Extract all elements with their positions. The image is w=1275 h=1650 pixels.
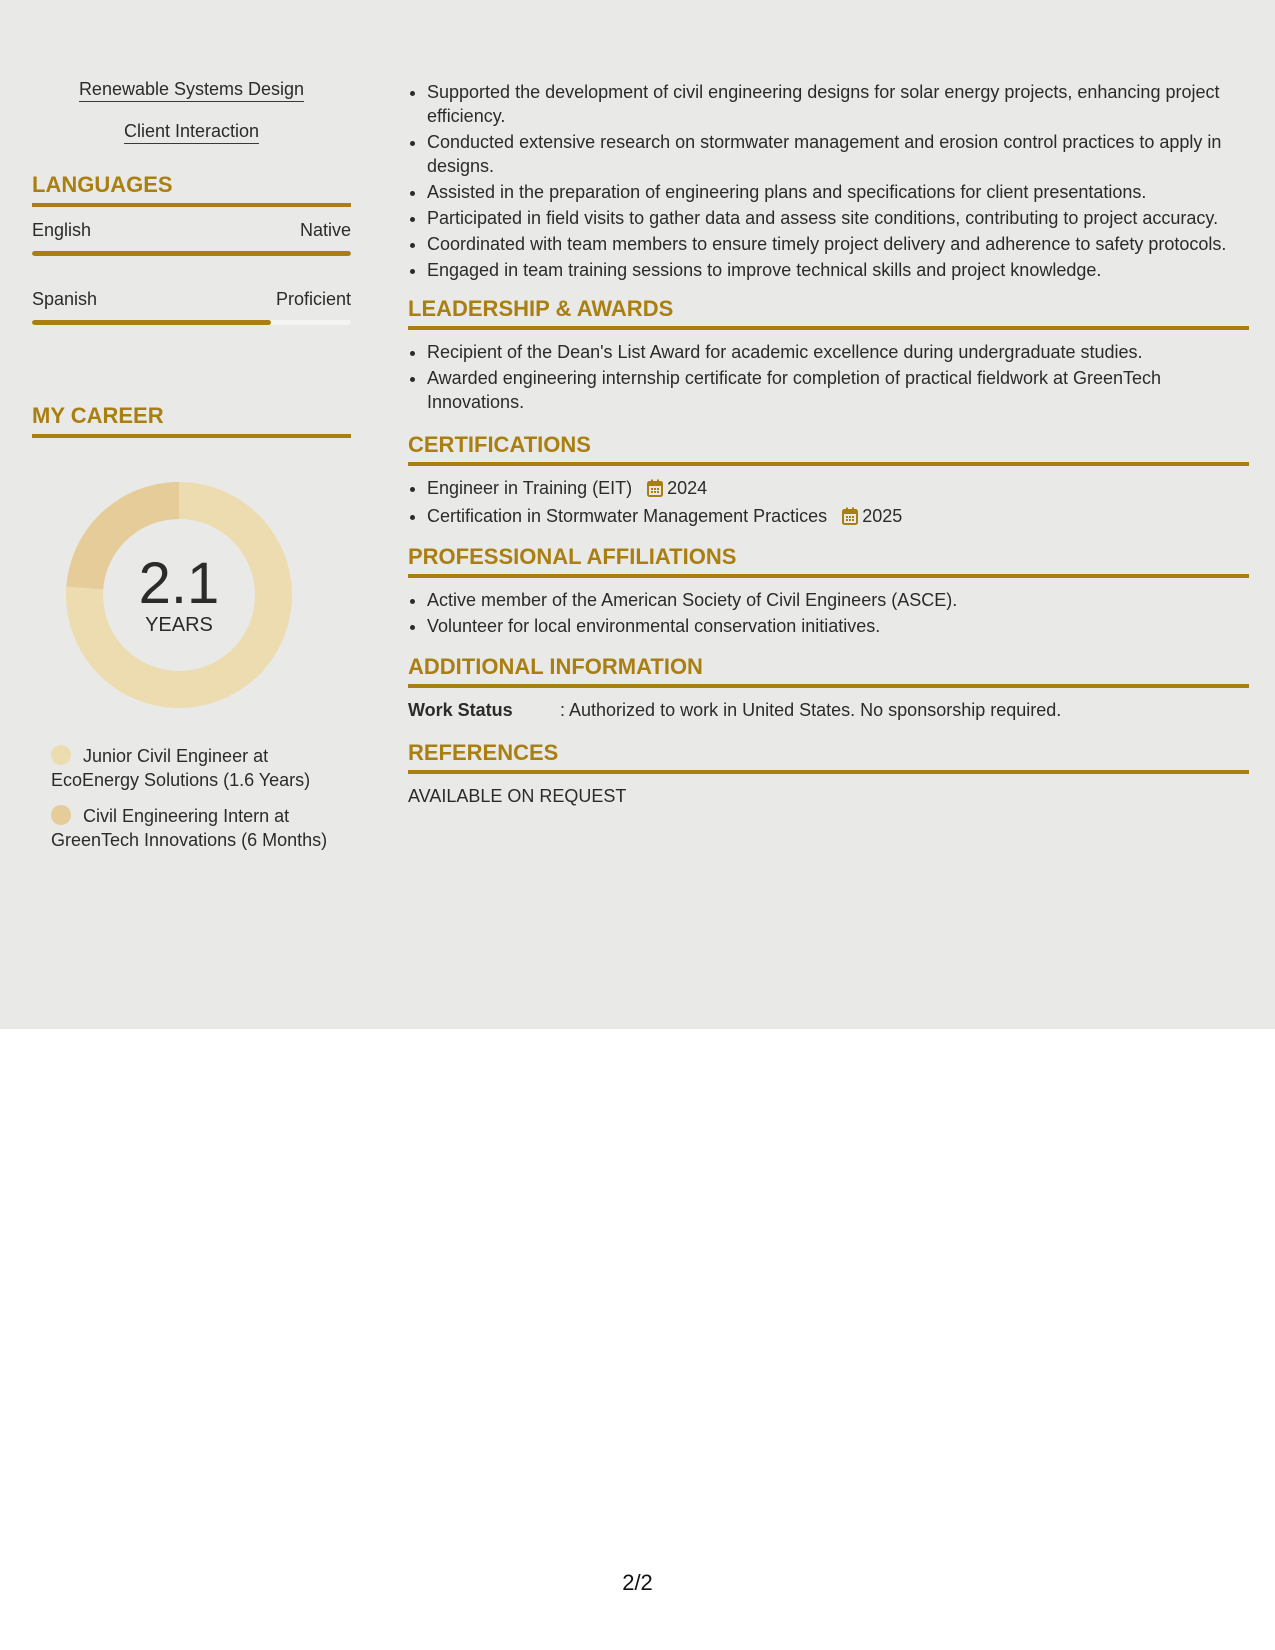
experience-bullet: • Engaged in team training sessions to improve technical skills and project knowledge. bbox=[427, 258, 1249, 282]
affiliations-heading: PROFESSIONAL AFFILIATIONS bbox=[408, 544, 1249, 578]
language-level: Proficient bbox=[275, 289, 351, 309]
references-heading: REFERENCES bbox=[408, 740, 1249, 774]
certification-year: 2025 bbox=[862, 506, 903, 526]
language-entry bbox=[32, 288, 351, 325]
legend-label: Junior Civil Engineer at EcoEnergy Solutions (1.6 Years) bbox=[51, 746, 311, 790]
skill-item bbox=[32, 120, 351, 142]
certification-item bbox=[427, 504, 1249, 528]
skill-item bbox=[32, 78, 351, 100]
affiliations-list bbox=[408, 588, 1249, 638]
experience-bullet: • Conducted extensive research on stormwater management and erosion control practices to apply in designs. bbox=[427, 130, 1249, 178]
legend-item bbox=[51, 744, 331, 792]
page-number: 2/2 bbox=[622, 1570, 653, 1595]
language-proficiency-bar bbox=[32, 251, 351, 256]
career-heading: MY CAREER bbox=[32, 403, 351, 438]
leadership-item: • Recipient of the Dean's List Award for academic excellence during undergraduate studies. bbox=[427, 340, 1249, 364]
legend-swatch bbox=[51, 745, 71, 765]
additional-info-heading: ADDITIONAL INFORMATION bbox=[408, 654, 1249, 688]
experience-bullet: • Supported the development of civil engineering designs for solar energy projects, enhancing project efficiency. bbox=[427, 80, 1249, 128]
affiliation-item: • Volunteer for local environmental conservation initiatives. bbox=[427, 614, 1249, 638]
language-level: Native bbox=[299, 220, 351, 240]
career-total-unit: YEARS bbox=[145, 614, 213, 636]
right-column bbox=[408, 80, 1249, 808]
languages-heading: LANGUAGES bbox=[32, 172, 351, 207]
calendar-icon bbox=[842, 507, 858, 525]
references-text: AVAILABLE ON REQUEST bbox=[408, 786, 627, 806]
experience-bullet: • Coordinated with team members to ensure timely project delivery and adherence to safety protocols. bbox=[427, 232, 1249, 256]
certification-date bbox=[842, 504, 902, 528]
language-proficiency-fill bbox=[32, 320, 271, 325]
leadership-list bbox=[408, 340, 1249, 414]
legend-swatch bbox=[51, 805, 71, 825]
experience-bullet: • Assisted in the preparation of engineering plans and specifications for client presentations. bbox=[427, 180, 1249, 204]
legend-label: Civil Engineering Intern at GreenTech Innovations (6 Months) bbox=[51, 806, 328, 850]
certifications-list bbox=[408, 476, 1249, 528]
language-name: Spanish bbox=[32, 289, 98, 309]
skill-label: Renewable Systems Design bbox=[79, 79, 304, 102]
language-entry bbox=[32, 219, 351, 256]
work-status-row bbox=[408, 698, 1249, 722]
certification-name: Certification in Stormwater Management Practices bbox=[427, 506, 828, 526]
work-status-value: : Authorized to work in United States. No sponsorship required. bbox=[560, 700, 1062, 720]
career-total-number: 2.1 bbox=[138, 551, 220, 616]
career-legend bbox=[51, 744, 331, 852]
certifications-heading: CERTIFICATIONS bbox=[408, 432, 1249, 466]
experience-bullets bbox=[408, 80, 1249, 282]
language-proficiency-bar bbox=[32, 320, 351, 325]
skill-label: Client Interaction bbox=[124, 121, 259, 144]
left-column bbox=[32, 78, 351, 864]
language-name: English bbox=[32, 220, 92, 240]
certification-name: Engineer in Training (EIT) bbox=[427, 478, 633, 498]
calendar-icon bbox=[647, 479, 663, 497]
certification-date bbox=[647, 476, 707, 500]
career-donut-chart bbox=[66, 482, 292, 708]
career-total bbox=[66, 482, 292, 708]
leadership-heading: LEADERSHIP & AWARDS bbox=[408, 296, 1249, 330]
work-status-label: Work Status bbox=[408, 700, 513, 720]
certification-year: 2024 bbox=[667, 478, 708, 498]
leadership-item: • Awarded engineering internship certificate for completion of practical fieldwork at GreenTech Innovations. bbox=[427, 366, 1249, 414]
language-proficiency-fill bbox=[32, 251, 351, 256]
legend-item bbox=[51, 804, 331, 852]
affiliation-item: • Active member of the American Society of Civil Engineers (ASCE). bbox=[427, 588, 1249, 612]
certification-item bbox=[427, 476, 1249, 500]
experience-bullet: • Participated in field visits to gather data and assess site conditions, contributing to project accuracy. bbox=[427, 206, 1249, 230]
